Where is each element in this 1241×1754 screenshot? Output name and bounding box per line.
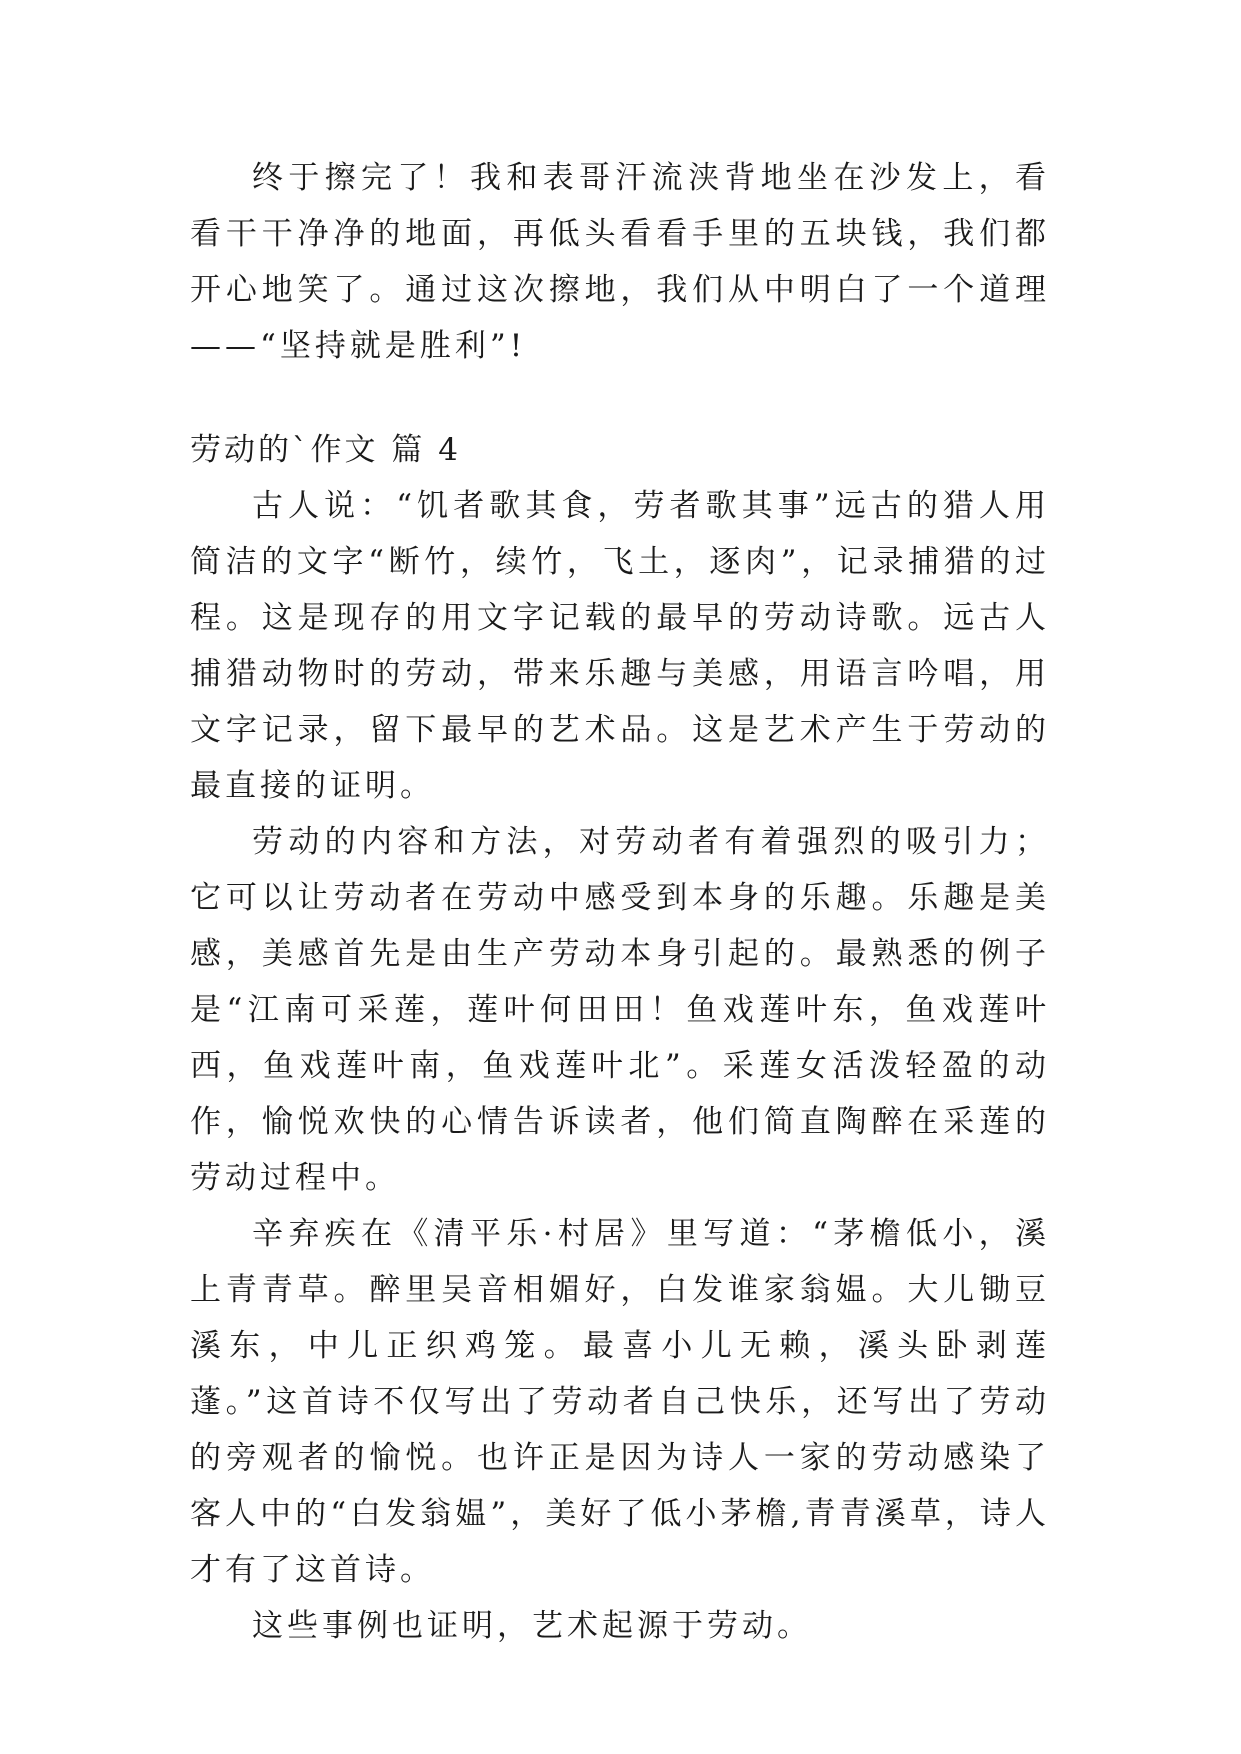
- body-paragraph: 劳动的内容和方法，对劳动者有着强烈的吸引力；它可以让劳动者在劳动中感受到本身的乐趣。乐趣是美感，美感首先是由生产劳动本身引起的。最熟悉的例子是“江南可采莲，莲叶何田田！鱼戏莲叶东，鱼戏莲叶西，鱼戏莲叶南，鱼戏莲叶北”。采莲女活泼轻盈的动作，愉悦欢快的心情告诉读者，他们简直陶醉在采莲的劳动过程中。: [190, 824, 1050, 1196]
- intro-paragraph: 终于擦完了！我和表哥汗流浃背地坐在沙发上，看看干干净净的地面，再低头看看手里的五块钱，我们都开心地笑了。通过这次擦地，我们从中明白了一个道理——“坚持就是胜利”!: [190, 160, 1050, 364]
- body-paragraph: 这些事例也证明，艺术起源于劳动。: [252, 1608, 812, 1644]
- body-paragraph: 古人说：“饥者歌其食，劳者歌其事”远古的猎人用简洁的文字“断竹，续竹，飞土，逐肉”，记录捕猎的过程。这是现存的用文字记载的最早的劳动诗歌。远古人捕猎动物时的劳动，带来乐趣与美感，用语言吟唱，用文字记录，留下最早的艺术品。这是艺术产生于劳动的最直接的证明。: [190, 488, 1050, 804]
- body-paragraph: 辛弃疾在《清平乐·村居》里写道：“茅檐低小，溪上青青草。醉里吴音相媚好，白发谁家翁媪。大儿锄豆溪东，中儿正织鸡笼。最喜小儿无赖，溪头卧剥莲蓬。”这首诗不仅写出了劳动者自己快乐，还写出了劳动的旁观者的愉悦。也许正是因为诗人一家的劳动感染了客人中的“白发翁媪”，美好了低小茅檐,青青溪草，诗人才有了这首诗。: [190, 1216, 1050, 1588]
- section-heading: 劳动的`作文 篇 4: [190, 432, 461, 468]
- document-body: [190, 150, 1050, 1654]
